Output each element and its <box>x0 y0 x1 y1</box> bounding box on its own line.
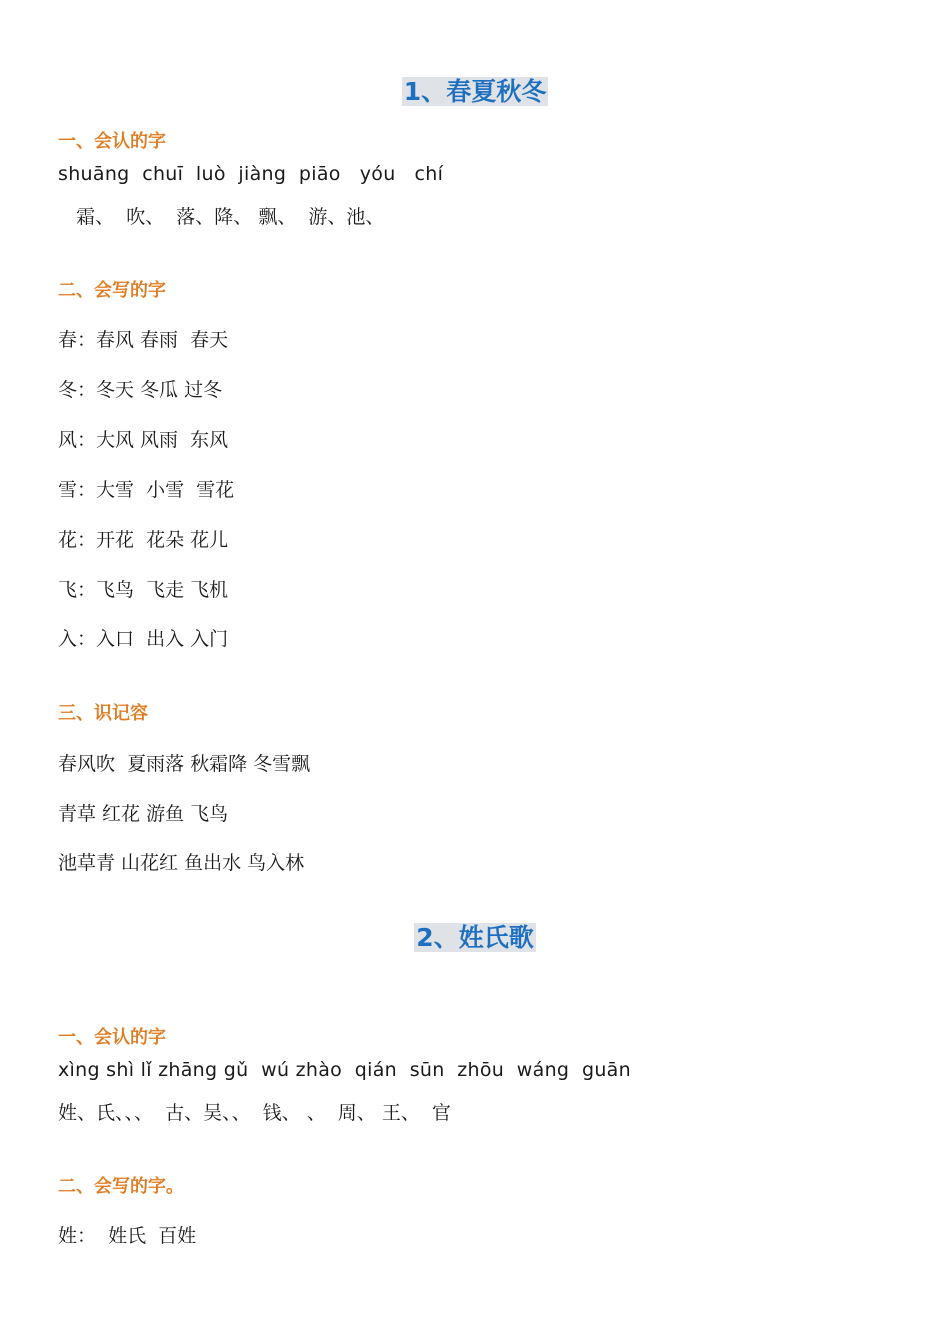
memorize-line: 池草青 山花红 鱼出水 鸟入林 <box>58 852 305 874</box>
memorize-line: 春风吹 夏雨落 秋霜降 冬雪飘 <box>58 753 311 775</box>
write-char-line: 风：大风 风雨 东风 <box>58 429 229 451</box>
lesson-2-pinyin-line: xìng shì lǐ zhāng gǔ wú zhào qián sūn zhōu wáng guān <box>58 1059 631 1081</box>
write-char-line: 花：开花 花朵 花儿 <box>58 529 229 551</box>
lesson-1-section-3-heading: 三、识记容 <box>58 703 148 724</box>
lesson-1-recognize-chars: 霜、 吹、 落、降、 飘、 游、池、 <box>58 206 385 228</box>
memorize-line: 青草 红花 游鱼 飞鸟 <box>58 803 229 825</box>
lesson-2-section-2-heading: 二、会写的字。 <box>58 1176 184 1197</box>
lesson-1-section-2-heading: 二、会写的字 <box>58 280 166 301</box>
write-char-line: 冬：冬天 冬瓜 过冬 <box>58 379 223 401</box>
write-char-line: 飞：飞鸟 飞走 飞机 <box>58 579 229 601</box>
lesson-2-title-text: 2、姓氏歌 <box>416 923 534 952</box>
lesson-1-pinyin-line: shuāng chuī luò jiàng piāo yóu chí <box>58 163 444 185</box>
lesson-2-section-1-heading: 一、会认的字 <box>58 1027 166 1048</box>
write-char-line: 春：春风 春雨 春天 <box>58 329 229 351</box>
lesson-1-title <box>0 72 950 108</box>
lesson-1-title-text: 1、春夏秋冬 <box>403 77 547 106</box>
lesson-2-title <box>0 918 950 954</box>
lesson-2-recognize-chars: 姓、氏、、、 古、吴、、 钱、 、 周、 王、 官 <box>58 1102 451 1124</box>
write-char-line: 雪：大雪 小雪 雪花 <box>58 479 235 501</box>
write-char-line: 姓： 姓氏 百姓 <box>58 1225 197 1247</box>
lesson-1-section-1-heading: 一、会认的字 <box>58 131 166 152</box>
write-char-line: 入：入口 出入 入门 <box>58 628 229 650</box>
